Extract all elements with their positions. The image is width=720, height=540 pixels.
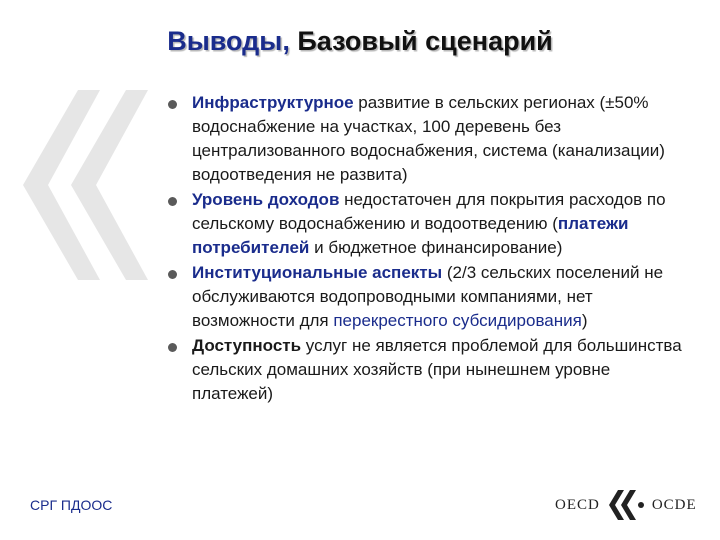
bullet-keyword: Инфраструктурное	[192, 93, 354, 112]
bullet-text: услуг не является проблемой для большинства сельских домашних хозяйств (при нынешнем уровне платежей)	[192, 336, 682, 403]
bullet-highlight: перекрестного субсидирования	[333, 311, 582, 330]
bullet-item	[168, 91, 688, 187]
bullet-keyword: Доступность	[192, 336, 302, 355]
bullet-dot-icon	[168, 197, 177, 206]
bullet-keyword: Уровень доходов	[192, 190, 340, 209]
bullet-dot-icon	[168, 343, 177, 352]
bullet-list	[168, 91, 688, 407]
page-title	[0, 26, 720, 57]
oecd-mark-icon	[606, 488, 646, 522]
bullet-item	[168, 334, 688, 406]
bullet-keyword: Институциональные аспекты	[192, 263, 443, 282]
bullet-item	[168, 188, 688, 260]
bullet-text: (2/3 сельских поселений не обслуживаются водопроводными компаниями, нет возможности для	[192, 263, 664, 330]
title-accent: Выводы,	[167, 26, 290, 56]
bullet-keyword: платежи потребителей	[192, 214, 629, 257]
bullet-text: недостаточен для покрытия расходов по сельскому водоснабжению и водоотведению (	[192, 190, 666, 233]
oecd-logo	[555, 487, 697, 523]
bullet-dot-icon	[168, 100, 177, 109]
logo-text-right: OCDE	[651, 496, 697, 513]
bullet-text: )	[581, 311, 588, 330]
quote-mark-decoration	[18, 85, 150, 285]
logo-text-left: OECD	[555, 496, 600, 513]
title-rest: Базовый сценарий	[297, 26, 553, 56]
bullet-text: и бюджетное финансирование)	[309, 238, 563, 257]
bullet-dot-icon	[168, 270, 177, 279]
footer-org-label: СРГ ПДООС	[30, 497, 113, 513]
bullet-item	[168, 261, 688, 333]
bullet-text: развитие в сельских регионах (±50% водоснабжение на участках, 100 деревень без централизованного водоснабжения, система (канализации) водоотведения не развита)	[192, 93, 665, 184]
